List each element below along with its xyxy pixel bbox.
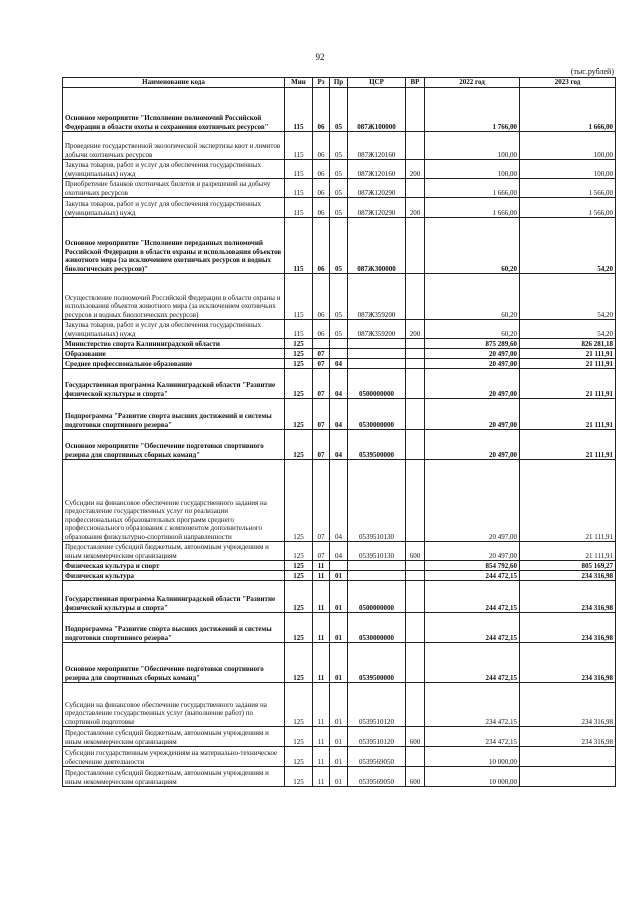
cell-2022: 1 766,00	[425, 88, 520, 132]
cell-csr: 0539510120	[348, 727, 406, 747]
cell-vr	[406, 218, 425, 274]
cell-2023: 1 566,00	[520, 198, 616, 218]
cell-csr: 087Ж120290	[348, 198, 406, 218]
cell-csr: 0539500000	[348, 430, 406, 460]
cell-rz: 07	[313, 460, 330, 542]
cell-name: Основное мероприятие "Обеспечение подготовки спортивного резерва для спортивных сборных команд"	[63, 643, 285, 683]
cell-name: Субсидии на финансовое обеспечение государственного задания на предоставление государственных услуг (выполнение работ) по спортивной подготовке	[63, 683, 285, 727]
table-row	[63, 88, 616, 132]
cell-vr	[406, 369, 425, 399]
cell-rz: 11	[313, 561, 330, 571]
cell-pr: 01	[330, 613, 348, 643]
cell-2023: 234 316,98	[520, 613, 616, 643]
cell-rz: 11	[313, 571, 330, 581]
cell-min: 115	[285, 160, 313, 179]
cell-name: Субсидии на финансовое обеспечение государственного задания на предоставление государственных услуг по реализации профессиональных образовательных программ среднего профессионального образования с компонентом дополнительного образования физкультурно-спортивной направленности	[63, 460, 285, 542]
cell-rz: 11	[313, 747, 330, 767]
cell-min: 125	[285, 430, 313, 460]
table-row	[63, 369, 616, 399]
cell-2022: 234 472,15	[425, 683, 520, 727]
cell-rz: 07	[313, 430, 330, 460]
cell-name: Приобретение бланков охотничьих билетов и разрешений на добычу охотничьих ресурсов	[63, 179, 285, 198]
cell-2023: 805 169,27	[520, 561, 616, 571]
cell-2022: 10 000,00	[425, 767, 520, 787]
col-header-min: Мин	[285, 78, 313, 88]
cell-pr	[330, 339, 348, 349]
cell-vr	[406, 359, 425, 369]
cell-vr	[406, 561, 425, 571]
cell-2023: 54,20	[520, 218, 616, 274]
cell-name: Осуществление полномочий Российской Федерации в области охраны и использования объектов животного мира (за исключением охотничьих ресурсов и водных биологических ресурсов)	[63, 274, 285, 320]
cell-2022: 20 497,00	[425, 399, 520, 430]
cell-csr: 087Ж100000	[348, 88, 406, 132]
cell-pr: 01	[330, 727, 348, 747]
cell-csr: 087Ж120160	[348, 160, 406, 179]
cell-rz: 06	[313, 218, 330, 274]
cell-vr	[406, 683, 425, 727]
cell-2022: 1 666,00	[425, 179, 520, 198]
table-row	[63, 542, 616, 561]
cell-2022: 10 000,00	[425, 747, 520, 767]
cell-2023: 234 316,98	[520, 727, 616, 747]
cell-rz: 06	[313, 198, 330, 218]
cell-name: Проведение государственной экологической экспертизы квот и лимитов добычи охотничьих ресурсов	[63, 132, 285, 160]
cell-vr	[406, 88, 425, 132]
col-header-2023: 2023 год	[520, 78, 616, 88]
table-row	[63, 683, 616, 727]
col-header-name: Наименование кода	[63, 78, 285, 88]
cell-min: 125	[285, 339, 313, 349]
cell-csr: 087Ж120160	[348, 132, 406, 160]
cell-2022: 20 497,00	[425, 349, 520, 359]
cell-name: Предоставление субсидий бюджетным, автономным учреждениям и иным некоммерческим организациям	[63, 727, 285, 747]
table-row	[63, 561, 616, 571]
cell-min: 125	[285, 683, 313, 727]
cell-pr: 04	[330, 369, 348, 399]
cell-rz: 11	[313, 683, 330, 727]
cell-name: Подпрограмма "Развитие спорта высших достижений и системы подготовки спортивного резерва"	[63, 613, 285, 643]
table-row	[63, 399, 616, 430]
cell-min: 125	[285, 561, 313, 571]
cell-2022: 234 472,15	[425, 727, 520, 747]
cell-name: Подпрограмма "Развитие спорта высших достижений и системы подготовки спортивного резерва"	[63, 399, 285, 430]
cell-2022: 244 472,15	[425, 643, 520, 683]
table-row	[63, 460, 616, 542]
cell-min: 115	[285, 132, 313, 160]
cell-pr: 01	[330, 571, 348, 581]
cell-2023: 54,20	[520, 274, 616, 320]
cell-csr: 087Ж120290	[348, 179, 406, 198]
cell-min: 125	[285, 542, 313, 561]
table-row	[63, 359, 616, 369]
table-row	[63, 132, 616, 160]
cell-2023: 21 111,91	[520, 399, 616, 430]
cell-rz: 11	[313, 727, 330, 747]
cell-rz: 06	[313, 179, 330, 198]
cell-pr: 04	[330, 399, 348, 430]
table-row	[63, 274, 616, 320]
cell-pr: 05	[330, 179, 348, 198]
cell-2022: 60,20	[425, 218, 520, 274]
cell-min: 125	[285, 369, 313, 399]
cell-vr: 200	[406, 160, 425, 179]
cell-vr	[406, 571, 425, 581]
cell-min: 125	[285, 399, 313, 430]
cell-2022: 20 497,00	[425, 430, 520, 460]
cell-vr: 600	[406, 767, 425, 787]
col-header-2022: 2022 год	[425, 78, 520, 88]
cell-rz: 07	[313, 399, 330, 430]
table-row	[63, 727, 616, 747]
cell-rz: 07	[313, 349, 330, 359]
cell-2022: 100,00	[425, 160, 520, 179]
table-body	[63, 88, 616, 787]
cell-rz: 11	[313, 767, 330, 787]
cell-name: Министерство спорта Калининградской области	[63, 339, 285, 349]
cell-pr: 01	[330, 767, 348, 787]
cell-2022: 60,20	[425, 320, 520, 339]
cell-2023: 21 111,91	[520, 359, 616, 369]
cell-csr: 0530000000	[348, 613, 406, 643]
cell-pr: 01	[330, 643, 348, 683]
cell-2022: 244 472,15	[425, 571, 520, 581]
table-row	[63, 339, 616, 349]
cell-2023	[520, 747, 616, 767]
cell-name: Государственная программа Калининградской области "Развитие физической культуры и спорта"	[63, 581, 285, 613]
cell-2022: 20 497,00	[425, 460, 520, 542]
cell-2022: 20 497,00	[425, 542, 520, 561]
cell-pr: 05	[330, 218, 348, 274]
cell-2023: 21 111,91	[520, 542, 616, 561]
table-row	[63, 747, 616, 767]
table-row	[63, 643, 616, 683]
cell-min: 125	[285, 767, 313, 787]
cell-vr: 200	[406, 320, 425, 339]
cell-rz: 06	[313, 160, 330, 179]
cell-vr: 600	[406, 542, 425, 561]
cell-2022: 20 497,00	[425, 369, 520, 399]
cell-name: Закупка товаров, работ и услуг для обеспечения государственных (муниципальных) нужд	[63, 198, 285, 218]
cell-rz: 11	[313, 613, 330, 643]
table-row	[63, 218, 616, 274]
cell-min: 125	[285, 359, 313, 369]
cell-2023: 234 316,98	[520, 571, 616, 581]
table-row	[63, 581, 616, 613]
cell-csr: 0530000000	[348, 399, 406, 430]
cell-rz: 06	[313, 88, 330, 132]
cell-2023: 54,20	[520, 320, 616, 339]
cell-csr: 0500000000	[348, 369, 406, 399]
cell-vr	[406, 274, 425, 320]
table-row	[63, 320, 616, 339]
cell-csr: 0539569050	[348, 747, 406, 767]
cell-min: 115	[285, 198, 313, 218]
cell-vr	[406, 747, 425, 767]
cell-2022: 854 792,60	[425, 561, 520, 571]
cell-2023: 1 566,00	[520, 179, 616, 198]
cell-vr	[406, 179, 425, 198]
cell-rz: 07	[313, 542, 330, 561]
cell-min: 125	[285, 727, 313, 747]
cell-min: 115	[285, 218, 313, 274]
cell-min: 125	[285, 571, 313, 581]
cell-2023: 234 316,98	[520, 581, 616, 613]
cell-pr: 05	[330, 88, 348, 132]
cell-pr: 04	[330, 460, 348, 542]
cell-vr	[406, 581, 425, 613]
cell-pr	[330, 349, 348, 359]
cell-min: 115	[285, 320, 313, 339]
cell-vr	[406, 399, 425, 430]
cell-2023: 21 111,91	[520, 369, 616, 399]
table-header-row	[63, 78, 616, 88]
table-row	[63, 179, 616, 198]
cell-pr: 01	[330, 683, 348, 727]
cell-2022: 244 472,15	[425, 613, 520, 643]
cell-vr: 600	[406, 727, 425, 747]
cell-pr: 01	[330, 581, 348, 613]
cell-2022: 20 497,00	[425, 359, 520, 369]
cell-pr: 05	[330, 132, 348, 160]
cell-name: Среднее профессиональное образование	[63, 359, 285, 369]
cell-vr	[406, 132, 425, 160]
cell-csr: 0539500000	[348, 643, 406, 683]
cell-name: Субсидии государственным учреждениям на материально-техническое обеспечение деятельности	[63, 747, 285, 767]
cell-vr	[406, 430, 425, 460]
cell-name: Образование	[63, 349, 285, 359]
cell-pr: 04	[330, 359, 348, 369]
cell-2023: 234 316,98	[520, 643, 616, 683]
cell-2022: 875 289,60	[425, 339, 520, 349]
cell-name: Предоставление субсидий бюджетным, автономным учреждениям и иным некоммерческим организациям	[63, 767, 285, 787]
table-row	[63, 349, 616, 359]
cell-min: 115	[285, 274, 313, 320]
budget-table	[62, 77, 616, 787]
cell-2023: 234 316,98	[520, 683, 616, 727]
col-header-csr: ЦСР	[348, 78, 406, 88]
cell-2023: 826 281,18	[520, 339, 616, 349]
cell-min: 125	[285, 349, 313, 359]
cell-rz: 07	[313, 369, 330, 399]
cell-2023: 1 666,00	[520, 88, 616, 132]
cell-2022: 244 472,15	[425, 581, 520, 613]
cell-rz: 07	[313, 359, 330, 369]
table-row	[63, 613, 616, 643]
cell-name: Закупка товаров, работ и услуг для обеспечения государственных (муниципальных) нужд	[63, 320, 285, 339]
cell-vr	[406, 613, 425, 643]
cell-2023: 21 111,91	[520, 430, 616, 460]
cell-vr	[406, 349, 425, 359]
cell-rz: 06	[313, 274, 330, 320]
cell-csr	[348, 339, 406, 349]
cell-name: Основное мероприятие "Исполнение полномочий Российской Федерации в области охоты и сохранения охотничьих ресурсов"	[63, 88, 285, 132]
cell-2023: 21 111,91	[520, 349, 616, 359]
cell-min: 125	[285, 613, 313, 643]
cell-csr: 087Ж359200	[348, 320, 406, 339]
cell-csr: 087Ж359200	[348, 274, 406, 320]
cell-name: Физическая культура и спорт	[63, 561, 285, 571]
cell-pr: 04	[330, 542, 348, 561]
cell-pr: 01	[330, 747, 348, 767]
col-header-vr: ВР	[406, 78, 425, 88]
cell-rz: 11	[313, 581, 330, 613]
cell-pr: 05	[330, 274, 348, 320]
cell-csr: 0539569050	[348, 767, 406, 787]
table-row	[63, 160, 616, 179]
col-header-rz: Рз	[313, 78, 330, 88]
cell-2022: 100,00	[425, 132, 520, 160]
table-row	[63, 767, 616, 787]
cell-rz	[313, 339, 330, 349]
cell-name: Предоставление субсидий бюджетным, автономным учреждениям и иным некоммерческим организациям	[63, 542, 285, 561]
cell-2023	[520, 767, 616, 787]
cell-name: Основное мероприятие "Обеспечение подготовки спортивного резерва для спортивных сборных команд"	[63, 430, 285, 460]
cell-pr	[330, 561, 348, 571]
cell-csr: 0539510120	[348, 683, 406, 727]
cell-csr: 0539510130	[348, 542, 406, 561]
cell-name: Государственная программа Калининградской области "Развитие физической культуры и спорта"	[63, 369, 285, 399]
page-number: 92	[315, 52, 325, 62]
cell-min: 125	[285, 460, 313, 542]
cell-min: 115	[285, 179, 313, 198]
cell-vr	[406, 460, 425, 542]
cell-rz: 06	[313, 132, 330, 160]
cell-pr: 05	[330, 320, 348, 339]
cell-csr: 087Ж300000	[348, 218, 406, 274]
cell-csr: 0500000000	[348, 581, 406, 613]
cell-csr	[348, 561, 406, 571]
cell-vr	[406, 339, 425, 349]
col-header-pr: Пр	[330, 78, 348, 88]
cell-rz: 11	[313, 643, 330, 683]
cell-2022: 60,20	[425, 274, 520, 320]
cell-csr	[348, 571, 406, 581]
cell-rz: 06	[313, 320, 330, 339]
cell-csr: 0539510130	[348, 460, 406, 542]
cell-2023: 100,00	[520, 132, 616, 160]
units-label: (тыс.рублей)	[570, 67, 614, 76]
cell-name: Физическая культура	[63, 571, 285, 581]
cell-pr: 05	[330, 160, 348, 179]
cell-name: Закупка товаров, работ и услуг для обеспечения государственных (муниципальных) нужд	[63, 160, 285, 179]
cell-pr: 04	[330, 430, 348, 460]
cell-min: 125	[285, 581, 313, 613]
cell-vr: 200	[406, 198, 425, 218]
cell-pr: 05	[330, 198, 348, 218]
cell-2022: 1 666,00	[425, 198, 520, 218]
cell-vr	[406, 643, 425, 683]
cell-csr	[348, 349, 406, 359]
cell-min: 115	[285, 88, 313, 132]
cell-name: Основное мероприятие "Исполнение переданных полномочий Российской Федерации в области охраны и использования объектов животного мира (за исключением охотничьих ресурсов и водных биологических ресурсов)"	[63, 218, 285, 274]
cell-min: 125	[285, 643, 313, 683]
table-row	[63, 198, 616, 218]
cell-2023: 100,00	[520, 160, 616, 179]
table-row	[63, 430, 616, 460]
cell-min: 125	[285, 747, 313, 767]
cell-2023: 21 111,91	[520, 460, 616, 542]
table-row	[63, 571, 616, 581]
cell-csr	[348, 359, 406, 369]
